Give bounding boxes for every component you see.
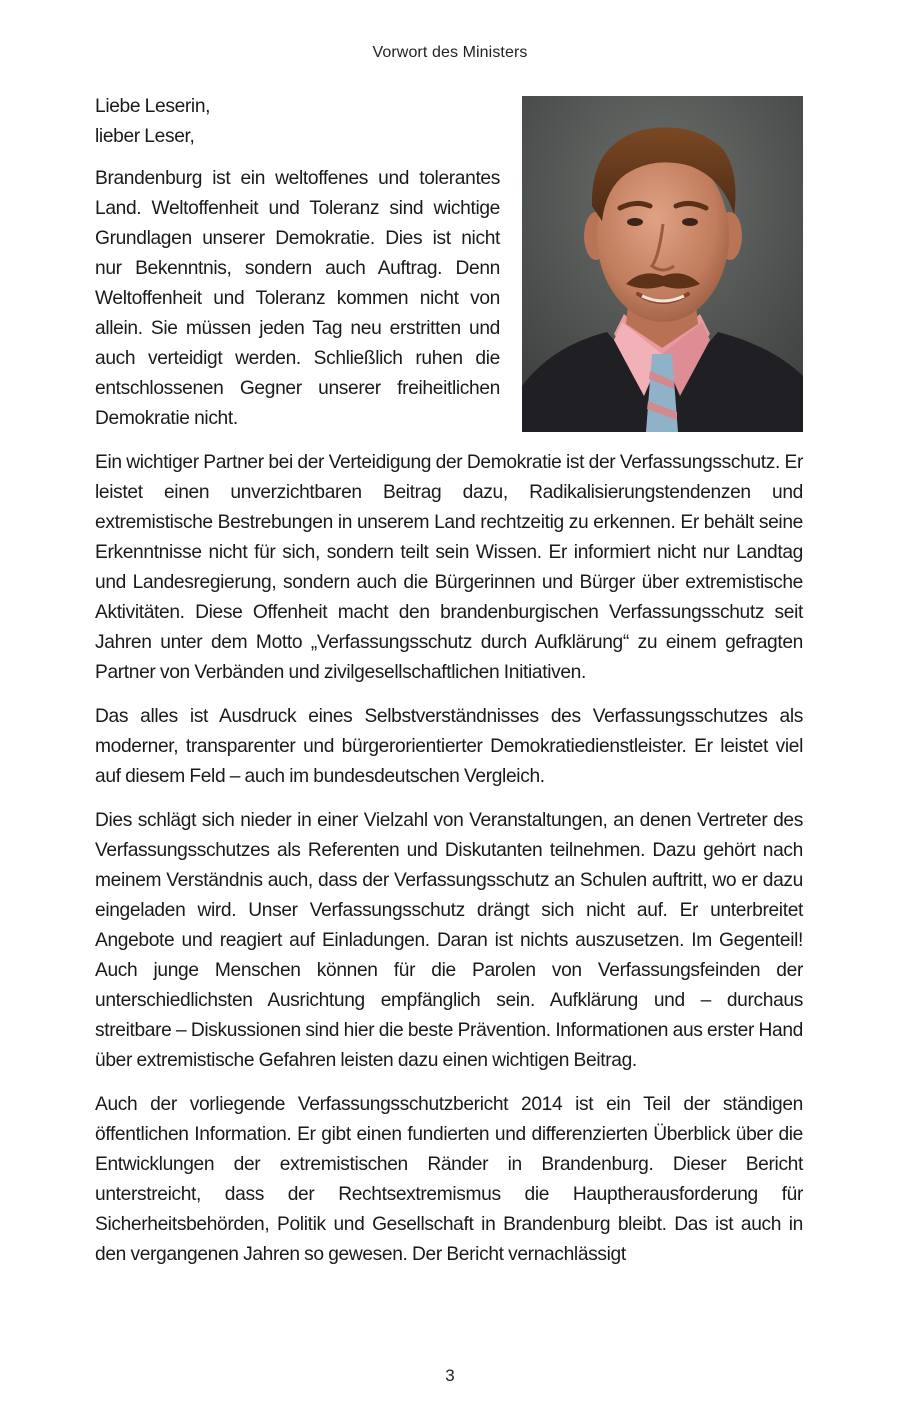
paragraph-5: Auch der vorliegende Verfassungsschutzbericht 2014 ist ein Teil der ständigen öffentlichen Information. Er gibt einen fundierten und differenzierten Überblick über die Entwicklungen der extremistischen Ränder in Brandenburg. Dieser Bericht unterstreicht, dass der Rechtsextremismus die Hauptherausforderung für Sicherheitsbehörden, Politik und Gesellschaft in Brandenburg bleibt. Das ist auch in den vergangenen Jahren so gewesen. Der Bericht vernachlässigt [95, 1094, 803, 1265]
salutation-line-2: lieber Leser, [95, 126, 195, 147]
paragraph-1: Brandenburg ist ein weltoffenes und tolerantes Land. Weltoffenheit und Toleranz sind wichtige Grundlagen unserer Demokratie. Dies ist nicht nur Bekenntnis, sondern auch Auftrag. Denn Weltoffenheit und Toleranz kommen nicht von allein. Sie müssen jeden Tag neu erstritten und auch verteidigt werden. Schließlich ruhen die entschlossenen Gegner unserer freiheitlichen Demokratie nicht. [95, 168, 500, 429]
body-text [95, 92, 803, 1284]
portrait-illustration [522, 96, 803, 432]
paragraph-2: Ein wichtiger Partner bei der Verteidigung der Demokratie ist der Verfassungsschutz. Er leistet einen unverzichtbaren Beitrag dazu, Radikalisierungstendenzen und extremistische Bestrebungen in unserem Land rechtzeitig zu erkennen. Er behält seine Erkenntnisse nicht für sich, sondern teilt sein Wissen. Er informiert nicht nur Landtag und Landesregierung, sondern auch die Bürgerinnen und Bürger über extremistische Aktivitäten. Diese Offenheit macht den brandenburgischen Verfassungsschutz seit Jahren unter dem Motto „Verfassungsschutz durch Aufklärung“ zu einem gefragten Partner von Verbänden und zivilgesellschaftlichen Initiativen. [95, 452, 803, 683]
salutation-line-1: Liebe Leserin, [95, 96, 211, 117]
portrait-photo [522, 96, 803, 432]
paragraph-3: Das alles ist Ausdruck eines Selbstverständnisses des Verfassungsschutzes als moderner, transparenter und bürgerorientierter Demokratiedienstleister. Er leistet viel auf diesem Feld – auch im bundesdeutschen Vergleich. [95, 706, 803, 787]
paragraph-4: Dies schlägt sich nieder in einer Vielzahl von Veranstaltungen, an denen Vertreter des Verfassungsschutzes als Referenten und Diskutanten teilnehmen. Dazu gehört nach meinem Verständnis auch, dass der Verfassungsschutz an Schulen auftritt, wo er dazu eingeladen wird. Unser Verfassungsschutz drängt sich nicht auf. Er unterbreitet Angebote und reagiert auf Einladungen. Daran ist nichts auszusetzen. Im Gegenteil! Auch junge Menschen können für die Parolen von Verfassungsfeinden der unterschiedlichsten Ausrichtung empfänglich sein. Aufklärung und – durchaus streitbare – Diskussionen sind hier die beste Prävention. Informationen aus erster Hand über extremistische Gefahren leisten dazu einen wichtigen Beitrag. [95, 810, 803, 1071]
page-number: 3 [445, 1366, 455, 1385]
running-header: Vorwort des Ministers [372, 44, 528, 61]
